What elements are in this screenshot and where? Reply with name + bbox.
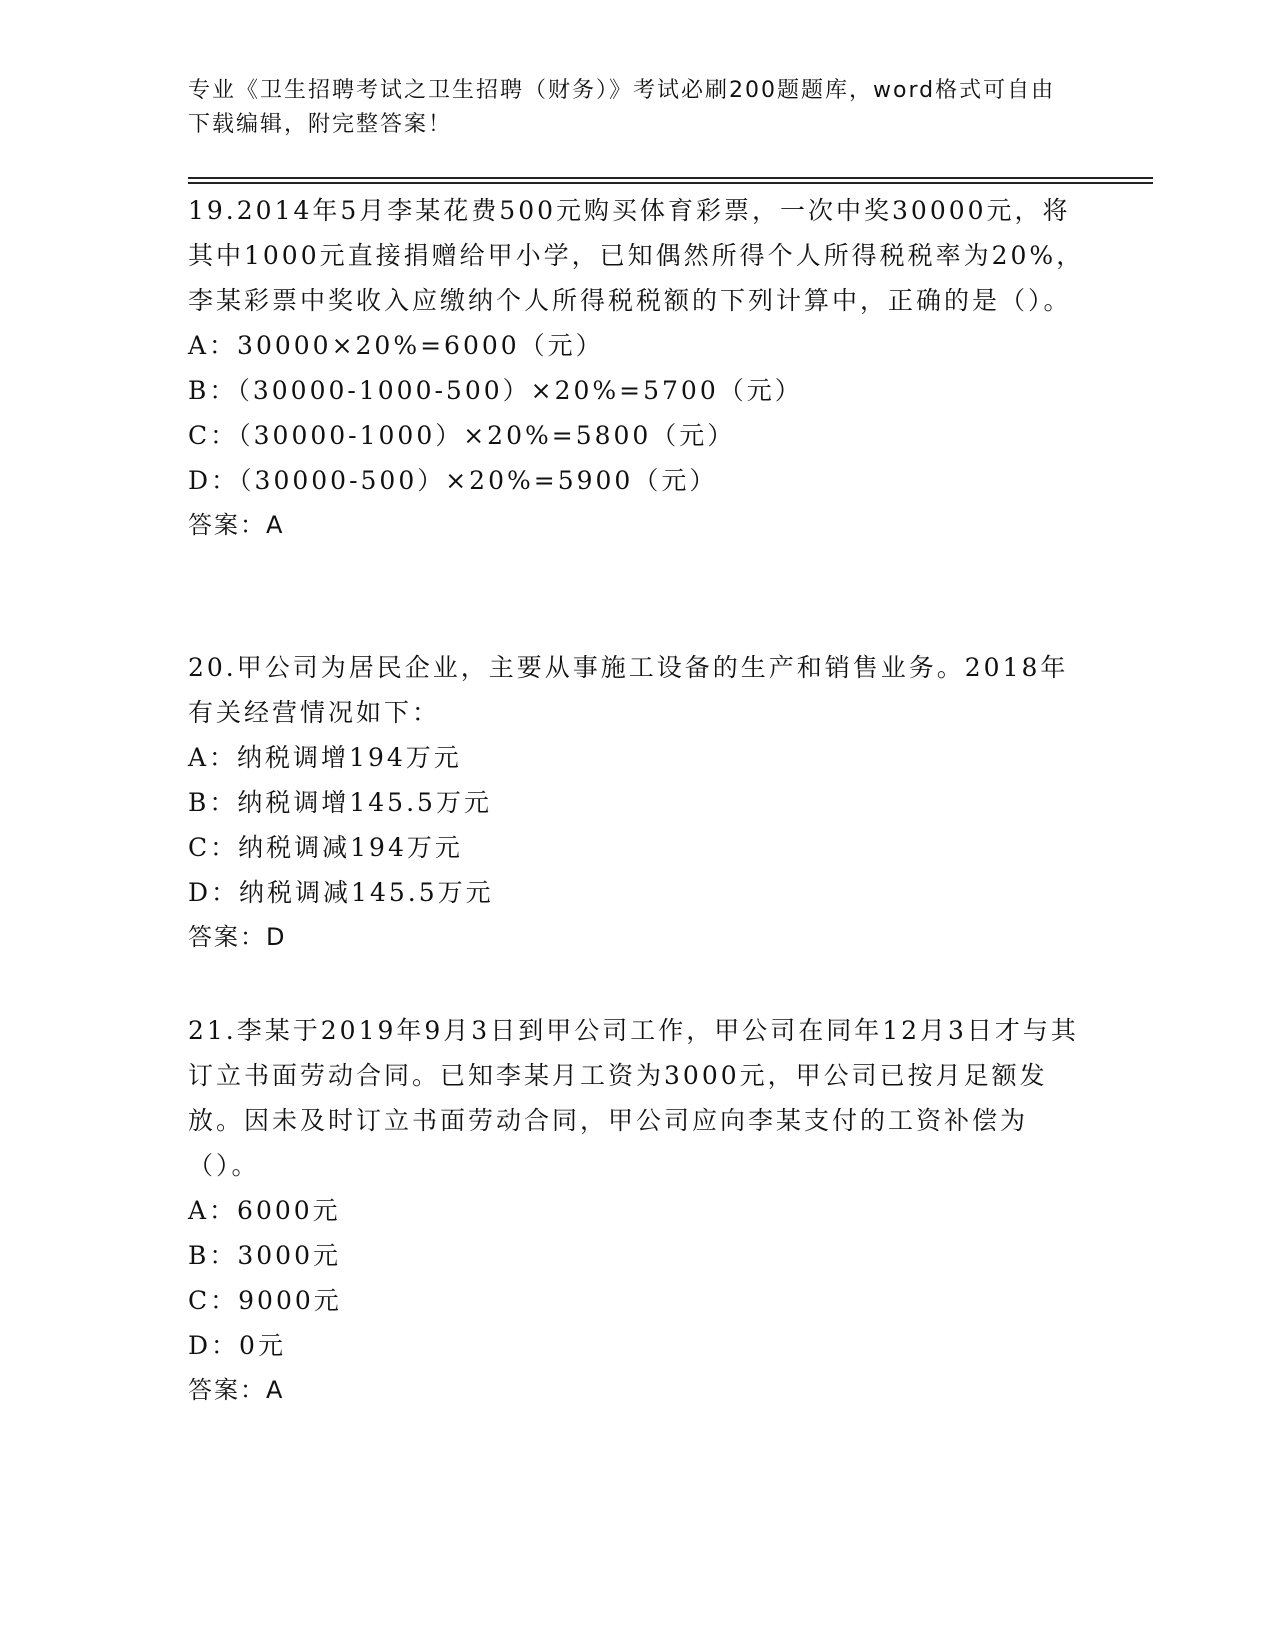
answer: 答案：D: [188, 923, 287, 951]
header-divider-top: [188, 177, 1153, 179]
document-header: 专业《卫生招聘考试之卫生招聘（财务）》考试必刷200题题库，word格式可自由下载编辑，附完整答案！: [188, 78, 1056, 137]
option-b: B：3000元: [188, 1241, 341, 1270]
question-text: 20.甲公司为居民企业，主要从事施工设备的生产和销售业务。2018年有关经营情况如下：: [188, 653, 1069, 727]
option-a: A：6000元: [188, 1196, 341, 1225]
question-text: 19.2014年5月李某花费500元购买体育彩票，一次中奖30000元，将其中1000元直接捐赠给甲小学，已知偶然所得个人所得税税率为20%，李某彩票中奖收入应缴纳个人所得税税额的下列计算中，正确的是（）。: [188, 196, 1085, 315]
question-text: 21.李某于2019年9月3日到甲公司工作，甲公司在同年12月3日才与其订立书面劳动合同。已知李某月工资为3000元，甲公司已按月足额发放。因未及时订立书面劳动合同，甲公司应向李某支付的工资补偿为（）。: [188, 1016, 1079, 1180]
option-a: A：纳税调增194万元: [188, 743, 462, 772]
answer: 答案：A: [188, 511, 285, 539]
question-20: [188, 645, 1088, 960]
option-d: D：0元: [188, 1331, 286, 1360]
option-b: B：纳税调增145.5万元: [188, 788, 492, 817]
option-a: A：30000×20%=6000（元）: [188, 331, 604, 360]
question-19: [188, 188, 1088, 548]
header-divider-bottom: [188, 182, 1153, 184]
option-c: C：纳税调减194万元: [188, 833, 463, 862]
option-b: B：（30000-1000-500）×20%=5700（元）: [188, 376, 803, 405]
option-c: C：9000元: [188, 1286, 342, 1315]
option-d: D：（30000-500）×20%=5900（元）: [188, 466, 718, 495]
option-c: C：（30000-1000）×20%=5800（元）: [188, 421, 736, 450]
option-d: D：纳税调减145.5万元: [188, 878, 494, 907]
answer: 答案：A: [188, 1376, 285, 1404]
question-21: [188, 1008, 1088, 1413]
